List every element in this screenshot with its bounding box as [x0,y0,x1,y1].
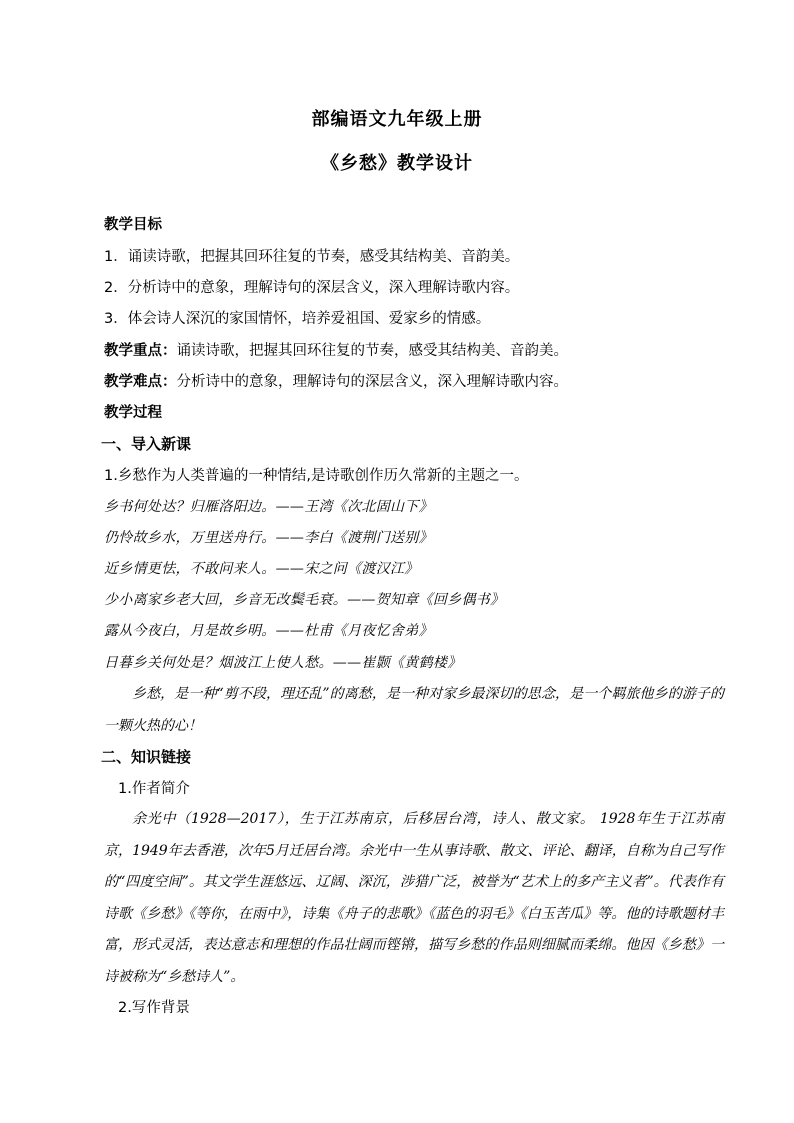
poem-line: 近乡情更怯，不敢问来人。——宋之问《渡汉江》 [104,561,419,577]
biography-paragraph [104,804,724,994]
poem-line: 露从今夜白，月是故乡明。——杜甫《月夜忆舍弟》 [104,623,433,639]
difficult-point [104,372,724,392]
difficult-point-label: 教学难点： [104,374,177,390]
poem-line: 乡书何处达？归雁洛阳边。——王湾《次北固山下》 [104,499,433,515]
objective-item: 2．分析诗中的意象，理解诗句的深层含义，深入理解诗歌内容。 [104,280,520,296]
key-point-label: 教学重点： [104,343,177,359]
key-point [104,341,724,361]
process-heading: 教学过程 [104,405,162,421]
difficult-point-text: 分析诗中的意象，理解诗句的深层含义，深入理解诗歌内容。 [176,374,568,390]
objectives-heading: 教学目标 [104,217,162,233]
objective-item: 1．诵读诗歌，把握其回环往复的节奏，感受其结构美、音韵美。 [104,249,520,265]
subsection-heading: 1.作者简介 [118,781,190,797]
poem-line: 日暮乡关何处是？烟波江上使人愁。——崔颢《黄鹤楼》 [104,655,462,671]
section-heading: 一、导入新课 [101,435,192,453]
biography-text: 余光中（1928—2017），生于江苏南京，后移居台湾，诗人、散文家。 1928年生于江苏南京，1949年去香港，次年5月迁居台湾。余光中一生从事诗歌、散文、评论、翻译，自称为自己写作的“四度空间”。其文学生涯悠远、辽阔、深沉，涉猎广泛，被誉为“艺术上的多产主义者”。代表作有诗歌《乡愁》《等你，在雨中》，诗集《舟子的悲歌》《蓝色的羽毛》《白玉苦瓜》等。他的诗歌题材丰富，形式灵活，表达意志和理想的作品壮阔而铿锵，描写乡愁的作品则细腻而柔绵。他因《乡愁》一诗被称为“乡愁诗人”。 [104,811,724,985]
poem-line: 仍怜故乡水，万里送舟行。——李白《渡荆门送别》 [104,530,433,546]
summary-text: 乡愁，是一种“剪不段，理还乱”的离愁，是一种对家乡最深切的思念，是一个羁旅他乡的游子的一颗火热的心！ [104,686,724,734]
document-subtitle: 《乡愁》教学设计 [321,153,473,174]
section-heading: 二、知识链接 [101,748,192,766]
key-point-text: 诵读诗歌，把握其回环往复的节奏，感受其结构美、音韵美。 [176,343,568,359]
section-intro: 1.乡愁作为人类普遍的一种情结,是诗歌创作历久常新的主题之一。 [104,468,529,484]
document-title: 部编语文九年级上册 [311,109,483,130]
subsection-heading: 2.写作背景 [118,1000,190,1016]
poem-line: 少小离家乡老大回，乡音无改鬓毛衰。——贺知章《回乡偶书》 [104,592,505,608]
objective-item: 3．体会诗人深沉的家国情怀，培养爱祖国、爱家乡的情感。 [104,311,491,327]
summary-paragraph [104,679,724,742]
